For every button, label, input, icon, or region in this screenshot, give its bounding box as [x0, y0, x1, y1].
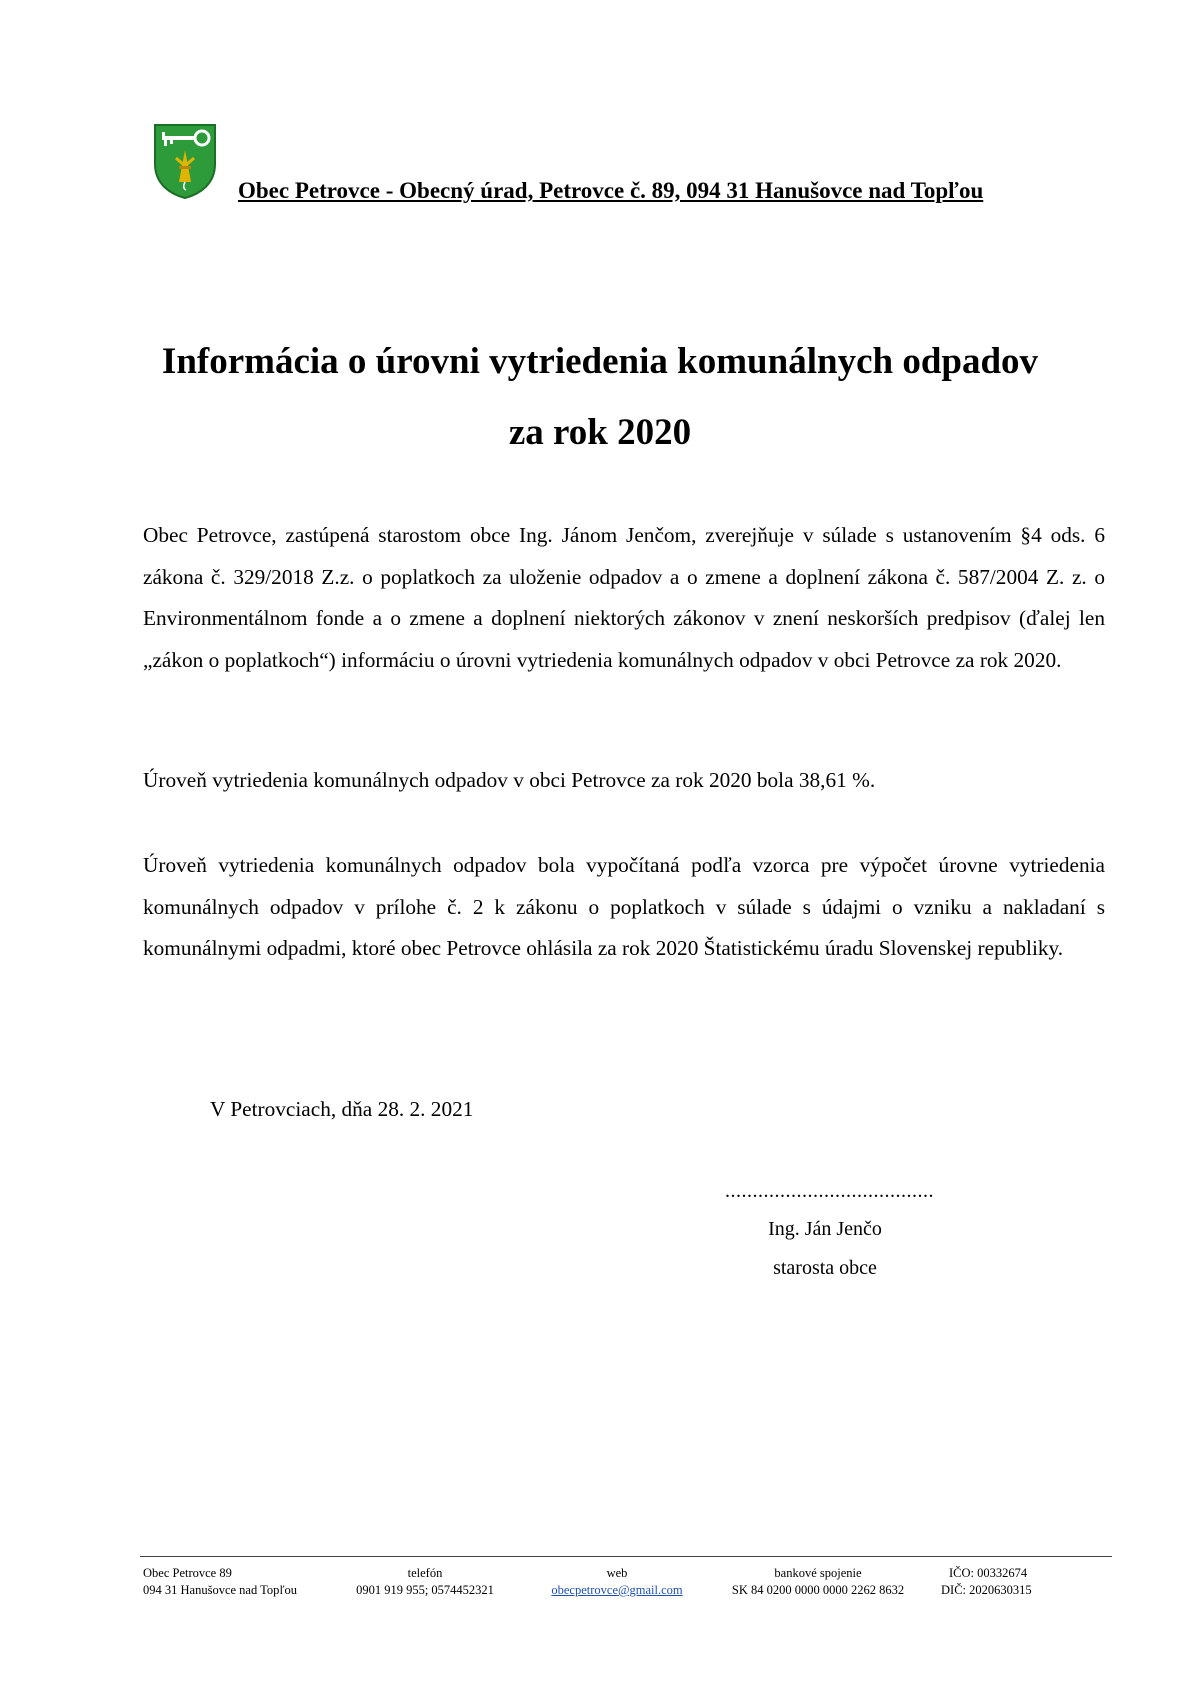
signatory-name: Ing. Ján Jenčo [768, 1218, 882, 1240]
body-paragraph-intro: Obec Petrovce, zastúpená starostom obce Ing. Jánom Jenčom, zverejňuje v súlade s ustanovením §4 ods. 6 zákona č. 329/2018 Z.z. o poplatkoch za uloženie odpadov a o zmene a doplnení zákona č. 587/2004 Z. z. o Environmentálnom fonde a o zmene a doplnení niektorých zákonov v znení neskorších predpisov (ďalej len „zákon o poplatkoch“) informáciu o úrovni vytriedenia komunálnych odpadov v obci Petrovce za rok 2020. [143, 523, 1105, 672]
footer-divider [140, 1556, 1112, 1557]
footer-ico: IČO: 00332674 [949, 1566, 1028, 1580]
page-title: Informácia o úrovni vytriedenia komunálnych odpadov [161, 341, 1039, 382]
page-title-year: za rok 2020 [508, 412, 692, 453]
footer-bank [718, 1565, 918, 1599]
municipal-crest-icon [152, 122, 218, 200]
signatory-role: starosta obce [773, 1257, 877, 1279]
body-paragraph-result: Úroveň vytriedenia komunálnych odpadov v obci Petrovce za rok 2020 bola 38,61 %. [143, 768, 876, 792]
place-and-date: V Petrovciach, dňa 28. 2. 2021 [210, 1097, 474, 1121]
footer-bank-label: bankové spojenie [774, 1566, 862, 1580]
footer-phone [350, 1565, 500, 1599]
footer-phone-value: 0901 919 955; 0574452321 [356, 1583, 494, 1597]
footer-web [542, 1565, 692, 1599]
footer-address-line1: Obec Petrovce 89 [143, 1566, 232, 1580]
body-paragraph-method: Úroveň vytriedenia komunálnych odpadov bola vypočítaná podľa vzorca pre výpočet úrovne vytriedenia komunálnych odpadov v prílohe č. 2 k zákonu o poplatkoch v súlade s údajmi o vzniku a nakladaní s komunálnymi odpadmi, ktoré obec Petrovce ohlásila za rok 2020 Štatistickému úradu Slovenskej republiky. [143, 853, 1105, 960]
footer-ids [941, 1565, 1032, 1599]
signature-line: ...................................... [725, 1180, 934, 1202]
header-address: Obec Petrovce - Obecný úrad, Petrovce č. 89, 094 31 Hanušovce nad Topľou [238, 178, 984, 203]
footer-bank-value: SK 84 0200 0000 0000 2262 8632 [731, 1583, 905, 1597]
footer-email-link[interactable]: obecpetrovce@gmail.com [551, 1583, 683, 1597]
footer-web-label: web [606, 1566, 628, 1580]
footer-phone-label: telefón [407, 1566, 443, 1580]
footer-dic: DIČ: 2020630315 [941, 1583, 1032, 1597]
footer-address-line2: 094 31 Hanušovce nad Topľou [143, 1583, 297, 1597]
footer-address [143, 1565, 297, 1599]
